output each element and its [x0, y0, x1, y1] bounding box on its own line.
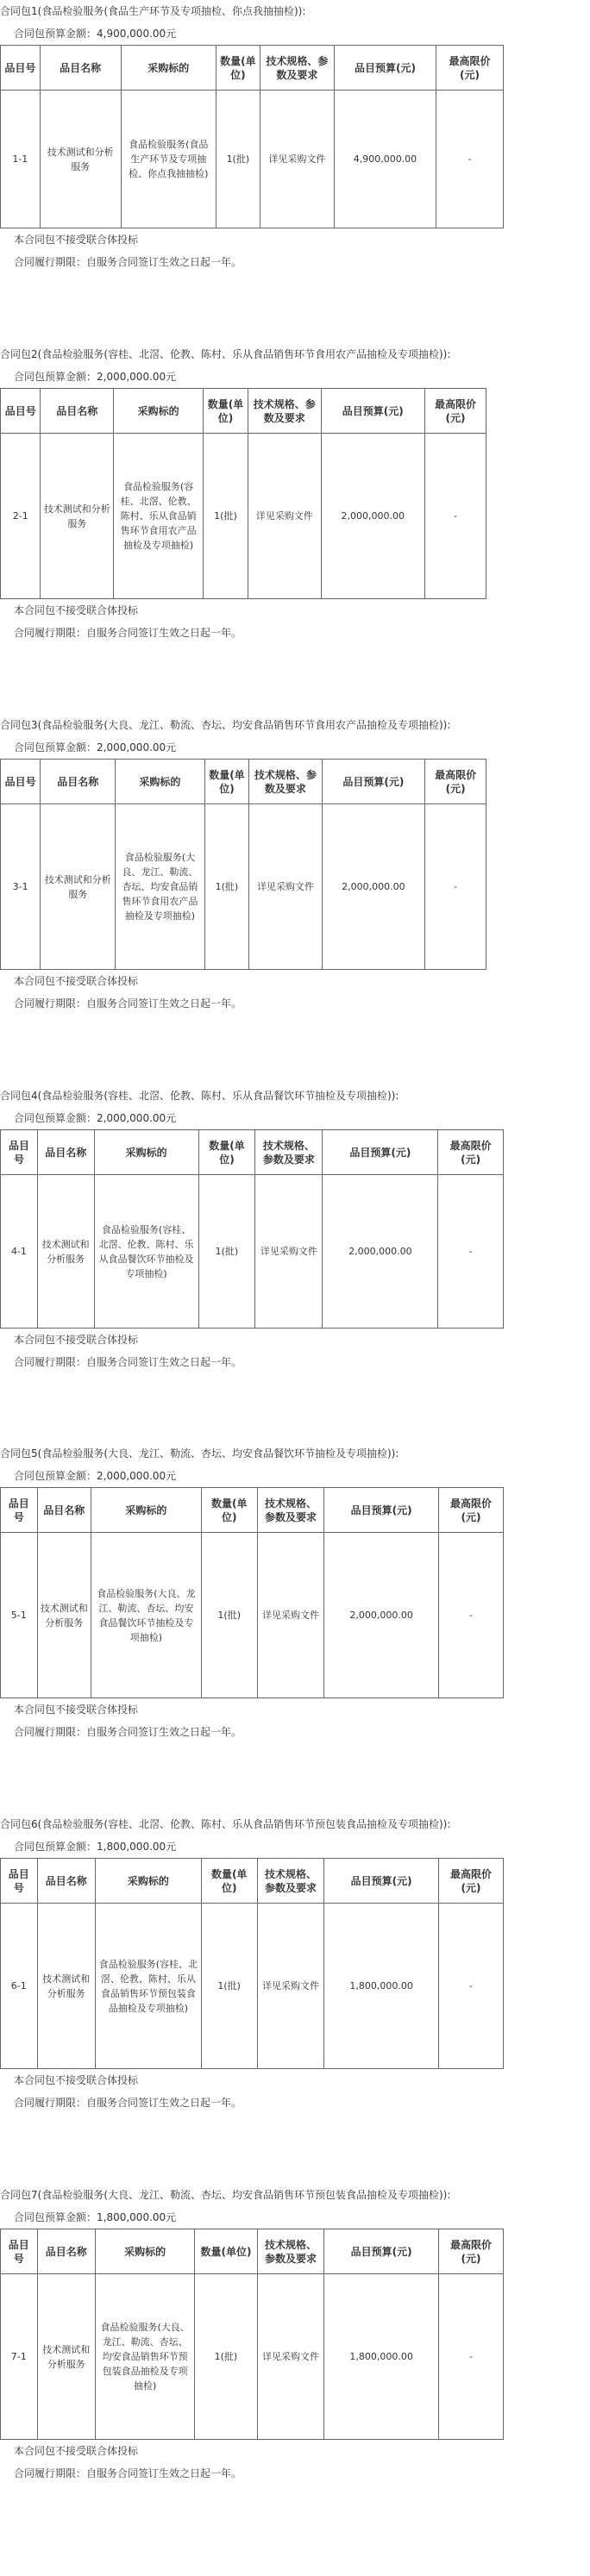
cell-max: - [438, 1904, 503, 2069]
header-budget: 品目预算(元) [334, 46, 436, 91]
header-no: 品目号 [1, 1488, 38, 1533]
header-subject: 采购标的 [116, 760, 204, 804]
cell-max: - [438, 2274, 503, 2440]
header-budget: 品目预算(元) [323, 1130, 438, 1175]
cell-subject: 食品检验服务(大良、龙江、勒流、杏坛、均安食品销售环节食用农产品抽检及专项抽检) [116, 804, 204, 970]
item-table [0, 2229, 504, 2440]
header-no: 品目号 [1, 46, 41, 91]
cell-name: 技术测试和分析服务 [37, 1175, 94, 1329]
cell-spec: 详见采购文件 [257, 1533, 324, 1698]
cell-no: 7-1 [1, 2274, 38, 2440]
package-title: 合同包7(食品检验服务(大良、龙江、勒流、杏坛、均安食品销售环节预包装食品抽检及专项抽检)): [0, 2189, 451, 2201]
header-spec: 技术规格、参数及要求 [248, 389, 321, 434]
cell-subject: 食品检验服务(大良、龙江、勒流、杏坛、均安食品销售环节预包装食品抽检及专项抽检) [96, 2274, 195, 2440]
item-table [0, 1129, 504, 1329]
package-period: 合同履行期限：自服务合同签订生效之日起一年。 [14, 1356, 242, 1368]
header-no: 品目号 [1, 1130, 38, 1175]
cell-name: 技术测试和分析服务 [41, 434, 114, 599]
header-qty: 数量(单位) [201, 1859, 257, 1904]
cell-max: - [436, 91, 504, 228]
cell-name: 技术测试和分析服务 [37, 1533, 91, 1698]
header-max: 最高限价(元) [438, 2229, 503, 2274]
cell-budget: 2,000,000.00 [324, 1533, 439, 1698]
package-period: 合同履行期限：自服务合同签订生效之日起一年。 [14, 627, 242, 639]
cell-no: 5-1 [1, 1533, 38, 1698]
table-row [1, 434, 486, 599]
contract-package-4 [0, 1085, 590, 1373]
header-max: 最高限价(元) [438, 1488, 503, 1533]
header-qty: 数量(单位) [201, 1488, 257, 1533]
package-note: 本合同包不接受联合体投标 [14, 975, 139, 987]
package-note: 本合同包不接受联合体投标 [14, 2074, 139, 2086]
package-period: 合同履行期限：自服务合同签订生效之日起一年。 [14, 997, 242, 1010]
cell-name: 技术测试和分析服务 [41, 804, 116, 970]
package-title: 合同包2(食品检验服务(容桂、北滘、伦教、陈村、乐从食品销售环节食用农产品抽检及专项抽检)): [0, 348, 451, 360]
header-spec: 技术规格、参数及要求 [255, 1130, 323, 1175]
cell-budget: 2,000,000.00 [321, 434, 424, 599]
header-budget: 品目预算(元) [324, 1488, 439, 1533]
cell-subject: 食品检验服务(容桂、北滘、伦教、陈村、乐从食品餐饮环节抽检及专项抽检) [94, 1175, 198, 1329]
cell-subject: 食品检验服务(容桂、北滘、伦教、陈村、乐从食品销售环节预包装食品抽检及专项抽检) [96, 1904, 202, 2069]
header-budget: 品目预算(元) [322, 760, 425, 804]
contract-package-1 [0, 0, 590, 273]
cell-no: 6-1 [1, 1904, 38, 2069]
table-row [1, 91, 504, 228]
header-spec: 技术规格、参数及要求 [257, 2229, 324, 2274]
cell-subject: 食品检验服务(食品生产环节及专项抽检、你点我抽抽检) [121, 91, 216, 228]
package-note: 本合同包不接受联合体投标 [14, 604, 139, 616]
header-name: 品目名称 [41, 760, 116, 804]
header-name: 品目名称 [37, 1130, 94, 1175]
contract-package-7 [0, 2184, 590, 2485]
cell-no: 3-1 [1, 804, 41, 970]
cell-name: 技术测试和分析服务 [37, 2274, 96, 2440]
package-budget: 合同包预算金额：2,000,000.00元 [14, 1470, 177, 1482]
header-name: 品目名称 [37, 2229, 96, 2274]
header-no: 品目号 [1, 2229, 38, 2274]
package-title: 合同包1(食品检验服务(食品生产环节及专项抽检、你点我抽抽检)): [0, 5, 306, 17]
header-qty: 数量(单位) [195, 2229, 258, 2274]
table-row [1, 1175, 504, 1329]
contract-package-5 [0, 1442, 590, 1743]
header-spec: 技术规格、参数及要求 [249, 760, 322, 804]
cell-budget: 2,000,000.00 [323, 1175, 438, 1329]
header-max: 最高限价(元) [436, 46, 504, 91]
package-note: 本合同包不接受联合体投标 [14, 1704, 139, 1716]
package-title: 合同包3(食品检验服务(大良、龙江、勒流、杏坛、均安食品销售环节食用农产品抽检及专项抽检)): [0, 719, 451, 731]
cell-max: - [425, 804, 486, 970]
header-subject: 采购标的 [91, 1488, 202, 1533]
table-row [1, 1904, 504, 2069]
table-header-row [1, 1859, 504, 1904]
package-budget: 合同包预算金额：1,800,000.00元 [14, 1841, 177, 1853]
cell-no: 2-1 [1, 434, 41, 599]
package-budget: 合同包预算金额：2,000,000.00元 [14, 1112, 177, 1124]
cell-qty: 1(批) [204, 434, 248, 599]
header-subject: 采购标的 [94, 1130, 198, 1175]
item-table [0, 759, 486, 970]
contract-package-2 [0, 343, 590, 644]
header-max: 最高限价(元) [424, 389, 486, 434]
package-note: 本合同包不接受联合体投标 [14, 234, 139, 246]
header-no: 品目号 [1, 760, 41, 804]
package-title: 合同包5(食品检验服务(大良、龙江、勒流、杏坛、均安食品餐饮环节抽检及专项抽检)): [0, 1447, 399, 1460]
table-header-row [1, 760, 486, 804]
package-note: 本合同包不接受联合体投标 [14, 2445, 139, 2457]
cell-budget: 4,900,000.00 [334, 91, 436, 228]
cell-qty: 1(批) [204, 804, 249, 970]
header-max: 最高限价(元) [438, 1130, 504, 1175]
table-header-row [1, 46, 504, 91]
header-budget: 品目预算(元) [324, 1859, 439, 1904]
header-subject: 采购标的 [121, 46, 216, 91]
header-subject: 采购标的 [114, 389, 204, 434]
header-name: 品目名称 [41, 389, 114, 434]
package-budget: 合同包预算金额：1,800,000.00元 [14, 2211, 177, 2223]
package-title: 合同包6(食品检验服务(容桂、北滘、伦教、陈村、乐从食品销售环节预包装食品抽检及专项抽检)): [0, 1818, 451, 1830]
header-spec: 技术规格、参数及要求 [257, 1859, 324, 1904]
header-qty: 数量(单位) [216, 46, 260, 91]
package-budget: 合同包预算金额：4,900,000.00元 [14, 28, 177, 40]
header-qty: 数量(单位) [198, 1130, 255, 1175]
cell-subject: 食品检验服务(容桂、北滘、伦教、陈村、乐从食品销售环节食用农产品抽检及专项抽检) [114, 434, 204, 599]
table-header-row [1, 389, 486, 434]
header-budget: 品目预算(元) [324, 2229, 439, 2274]
header-max: 最高限价(元) [438, 1859, 503, 1904]
header-name: 品目名称 [37, 1859, 96, 1904]
cell-budget: 2,000,000.00 [322, 804, 425, 970]
table-header-row [1, 2229, 504, 2274]
package-period: 合同履行期限：自服务合同签订生效之日起一年。 [14, 1726, 242, 1738]
header-budget: 品目预算(元) [321, 389, 424, 434]
cell-max: - [438, 1175, 504, 1329]
item-table [0, 45, 504, 228]
cell-max: - [424, 434, 486, 599]
item-table [0, 388, 486, 599]
package-period: 合同履行期限：自服务合同签订生效之日起一年。 [14, 256, 242, 268]
package-note: 本合同包不接受联合体投标 [14, 1334, 139, 1346]
item-table [0, 1487, 504, 1698]
item-table [0, 1858, 504, 2069]
package-budget: 合同包预算金额：2,000,000.00元 [14, 371, 177, 383]
cell-max: - [438, 1533, 503, 1698]
table-row [1, 804, 486, 970]
table-row [1, 1533, 504, 1698]
cell-name: 技术测试和分析服务 [40, 91, 121, 228]
cell-qty: 1(批) [216, 91, 260, 228]
header-spec: 技术规格、参数及要求 [257, 1488, 324, 1533]
header-spec: 技术规格、参数及要求 [260, 46, 334, 91]
header-no: 品目号 [1, 1859, 38, 1904]
header-qty: 数量(单位) [204, 389, 248, 434]
package-period: 合同履行期限：自服务合同签订生效之日起一年。 [14, 2097, 242, 2109]
cell-budget: 1,800,000.00 [324, 1904, 439, 2069]
package-budget: 合同包预算金额：2,000,000.00元 [14, 741, 177, 753]
cell-spec: 详见采购文件 [257, 1904, 324, 2069]
header-subject: 采购标的 [96, 1859, 202, 1904]
header-name: 品目名称 [37, 1488, 91, 1533]
cell-qty: 1(批) [198, 1175, 255, 1329]
cell-spec: 详见采购文件 [260, 91, 334, 228]
cell-budget: 1,800,000.00 [324, 2274, 439, 2440]
cell-spec: 详见采购文件 [255, 1175, 323, 1329]
cell-name: 技术测试和分析服务 [37, 1904, 96, 2069]
header-qty: 数量(单位) [204, 760, 249, 804]
cell-qty: 1(批) [201, 1904, 257, 2069]
header-subject: 采购标的 [96, 2229, 195, 2274]
cell-subject: 食品检验服务(大良、龙江、勒流、杏坛、均安食品餐饮环节抽检及专项抽检) [91, 1533, 202, 1698]
cell-qty: 1(批) [195, 2274, 258, 2440]
header-name: 品目名称 [40, 46, 121, 91]
cell-qty: 1(批) [201, 1533, 257, 1698]
cell-spec: 详见采购文件 [249, 804, 322, 970]
table-header-row [1, 1488, 504, 1533]
cell-no: 4-1 [1, 1175, 38, 1329]
package-title: 合同包4(食品检验服务(容桂、北滘、伦教、陈村、乐从食品餐饮环节抽检及专项抽检)): [0, 1090, 399, 1102]
table-header-row [1, 1130, 504, 1175]
cell-spec: 详见采购文件 [257, 2274, 324, 2440]
contract-package-6 [0, 1813, 590, 2114]
header-no: 品目号 [1, 389, 41, 434]
cell-no: 1-1 [1, 91, 41, 228]
contract-package-3 [0, 714, 590, 1015]
table-row [1, 2274, 504, 2440]
cell-spec: 详见采购文件 [248, 434, 321, 599]
header-max: 最高限价(元) [425, 760, 486, 804]
package-period: 合同履行期限：自服务合同签订生效之日起一年。 [14, 2467, 242, 2479]
